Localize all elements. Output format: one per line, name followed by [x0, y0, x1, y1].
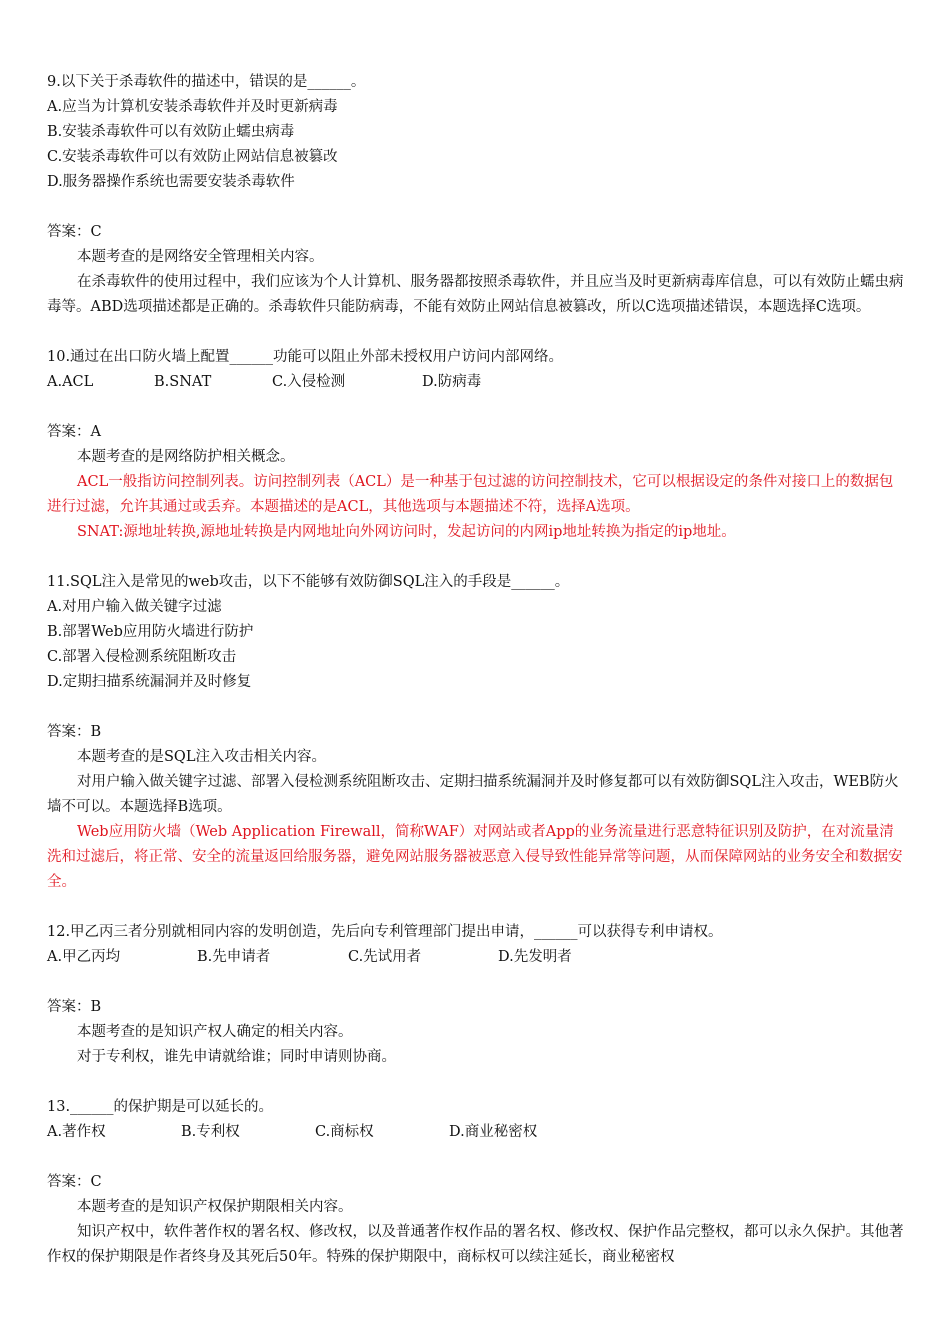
question-11-explanation: 对用户输入做关键字过滤、部署入侵检测系统阻断攻击、定期扫描系统漏洞并及时修复都可以有效防御SQL注入攻击，WEB防火墙不可以。本题选择B选项。	[47, 774, 899, 815]
question-13-option-c: C.商标权	[315, 1124, 374, 1140]
question-10-topic: 本题考查的是网络防护相关概念。	[77, 449, 295, 465]
question-13-option-d: D.商业秘密权	[449, 1124, 538, 1140]
question-12-options	[47, 945, 905, 970]
question-12	[47, 920, 905, 1070]
question-11-waf-note: Web应用防火墙（Web Application Firewall，简称WAF）对网站或者App的业务流量进行恶意特征识别及防护，在对流量清洗和过滤后，将正常、安全的流量返回给服务器，避免网站服务器被恶意入侵导致性能异常等问题，从而保障网站的业务安全和数据安全。	[47, 824, 903, 890]
question-13	[47, 1095, 905, 1270]
question-11-option-b: B.部署Web应用防火墙进行防护	[47, 624, 254, 640]
question-10-option-b: B.SNAT	[154, 374, 212, 390]
question-9-answer: 答案：C	[47, 224, 102, 240]
question-12-explanation: 对于专利权，谁先申请就给谁；同时申请则协商。	[77, 1049, 396, 1065]
question-9-option-b: B.安装杀毒软件可以有效防止蠕虫病毒	[47, 124, 295, 140]
question-9-explanation: 在杀毒软件的使用过程中，我们应该为个人计算机、服务器都按照杀毒软件，并且应当及时更新病毒库信息，可以有效防止蠕虫病毒等。ABD选项描述都是正确的。杀毒软件只能防病毒，不能有效防止网站信息被篡改，所以C选项描述错误，本题选择C选项。	[47, 274, 904, 315]
question-10-acl-note: ACL一般指访问控制列表。访问控制列表（ACL）是一种基于包过滤的访问控制技术，它可以根据设定的条件对接口上的数据包进行过滤，允许其通过或丢弃。本题描述的是ACL，其他选项与本题描述不符，选择A选项。	[47, 474, 894, 515]
question-10-options	[47, 370, 905, 395]
question-9-option-d: D.服务器操作系统也需要安装杀毒软件	[47, 174, 295, 190]
question-9-option-a: A.应当为计算机安装杀毒软件并及时更新病毒	[47, 99, 338, 115]
question-12-option-b: B.先申请者	[197, 949, 271, 965]
question-9-option-c: C.安装杀毒软件可以有效防止网站信息被篡改	[47, 149, 338, 165]
question-10-option-a: A.ACL	[47, 374, 94, 390]
question-13-answer: 答案：C	[47, 1174, 102, 1190]
question-9-stem: 9.以下关于杀毒软件的描述中，错误的是______。	[47, 74, 366, 90]
question-13-topic: 本题考查的是知识产权保护期限相关内容。	[77, 1199, 353, 1215]
question-10-snat-note: SNAT:源地址转换,源地址转换是内网地址向外网访问时，发起访问的内网ip地址转换为指定的ip地址。	[77, 524, 736, 540]
document-page	[47, 70, 905, 1270]
question-11	[47, 570, 905, 895]
question-13-explanation: 知识产权中，软件著作权的署名权、修改权，以及普通著作权作品的署名权、修改权、保护作品完整权，都可以永久保护。其他著作权的保护期限是作者终身及其死后50年。特殊的保护期限中，商标权可以续注延长，商业秘密权	[47, 1224, 904, 1265]
question-11-topic: 本题考查的是SQL注入攻击相关内容。	[77, 749, 326, 765]
question-13-option-a: A.著作权	[47, 1124, 106, 1140]
question-11-answer: 答案：B	[47, 724, 102, 740]
question-13-options	[47, 1120, 905, 1145]
question-13-option-b: B.专利权	[181, 1124, 240, 1140]
question-12-answer: 答案：B	[47, 999, 102, 1015]
question-11-option-d: D.定期扫描系统漏洞并及时修复	[47, 674, 252, 690]
question-13-stem: 13.______的保护期是可以延长的。	[47, 1099, 274, 1115]
question-10	[47, 345, 905, 545]
question-10-option-c: C.入侵检测	[272, 374, 346, 390]
question-12-option-c: C.先试用者	[348, 949, 422, 965]
question-12-option-d: D.先发明者	[498, 949, 572, 965]
question-11-option-c: C.部署入侵检测系统阻断攻击	[47, 649, 237, 665]
question-10-answer: 答案：A	[47, 424, 101, 440]
question-9-topic: 本题考查的是网络安全管理相关内容。	[77, 249, 324, 265]
question-10-stem: 10.通过在出口防火墙上配置______功能可以阻止外部未授权用户访问内部网络。	[47, 349, 564, 365]
question-11-stem: 11.SQL注入是常见的web攻击，以下不能够有效防御SQL注入的手段是______。	[47, 574, 570, 590]
question-12-stem: 12.甲乙丙三者分别就相同内容的发明创造，先后向专利管理部门提出申请，______可以获得专利申请权。	[47, 924, 723, 940]
question-10-option-d: D.防病毒	[422, 374, 482, 390]
question-9	[47, 70, 905, 320]
question-12-topic: 本题考查的是知识产权人确定的相关内容。	[77, 1024, 353, 1040]
question-12-option-a: A.甲乙丙均	[47, 949, 121, 965]
question-11-option-a: A.对用户输入做关键字过滤	[47, 599, 222, 615]
